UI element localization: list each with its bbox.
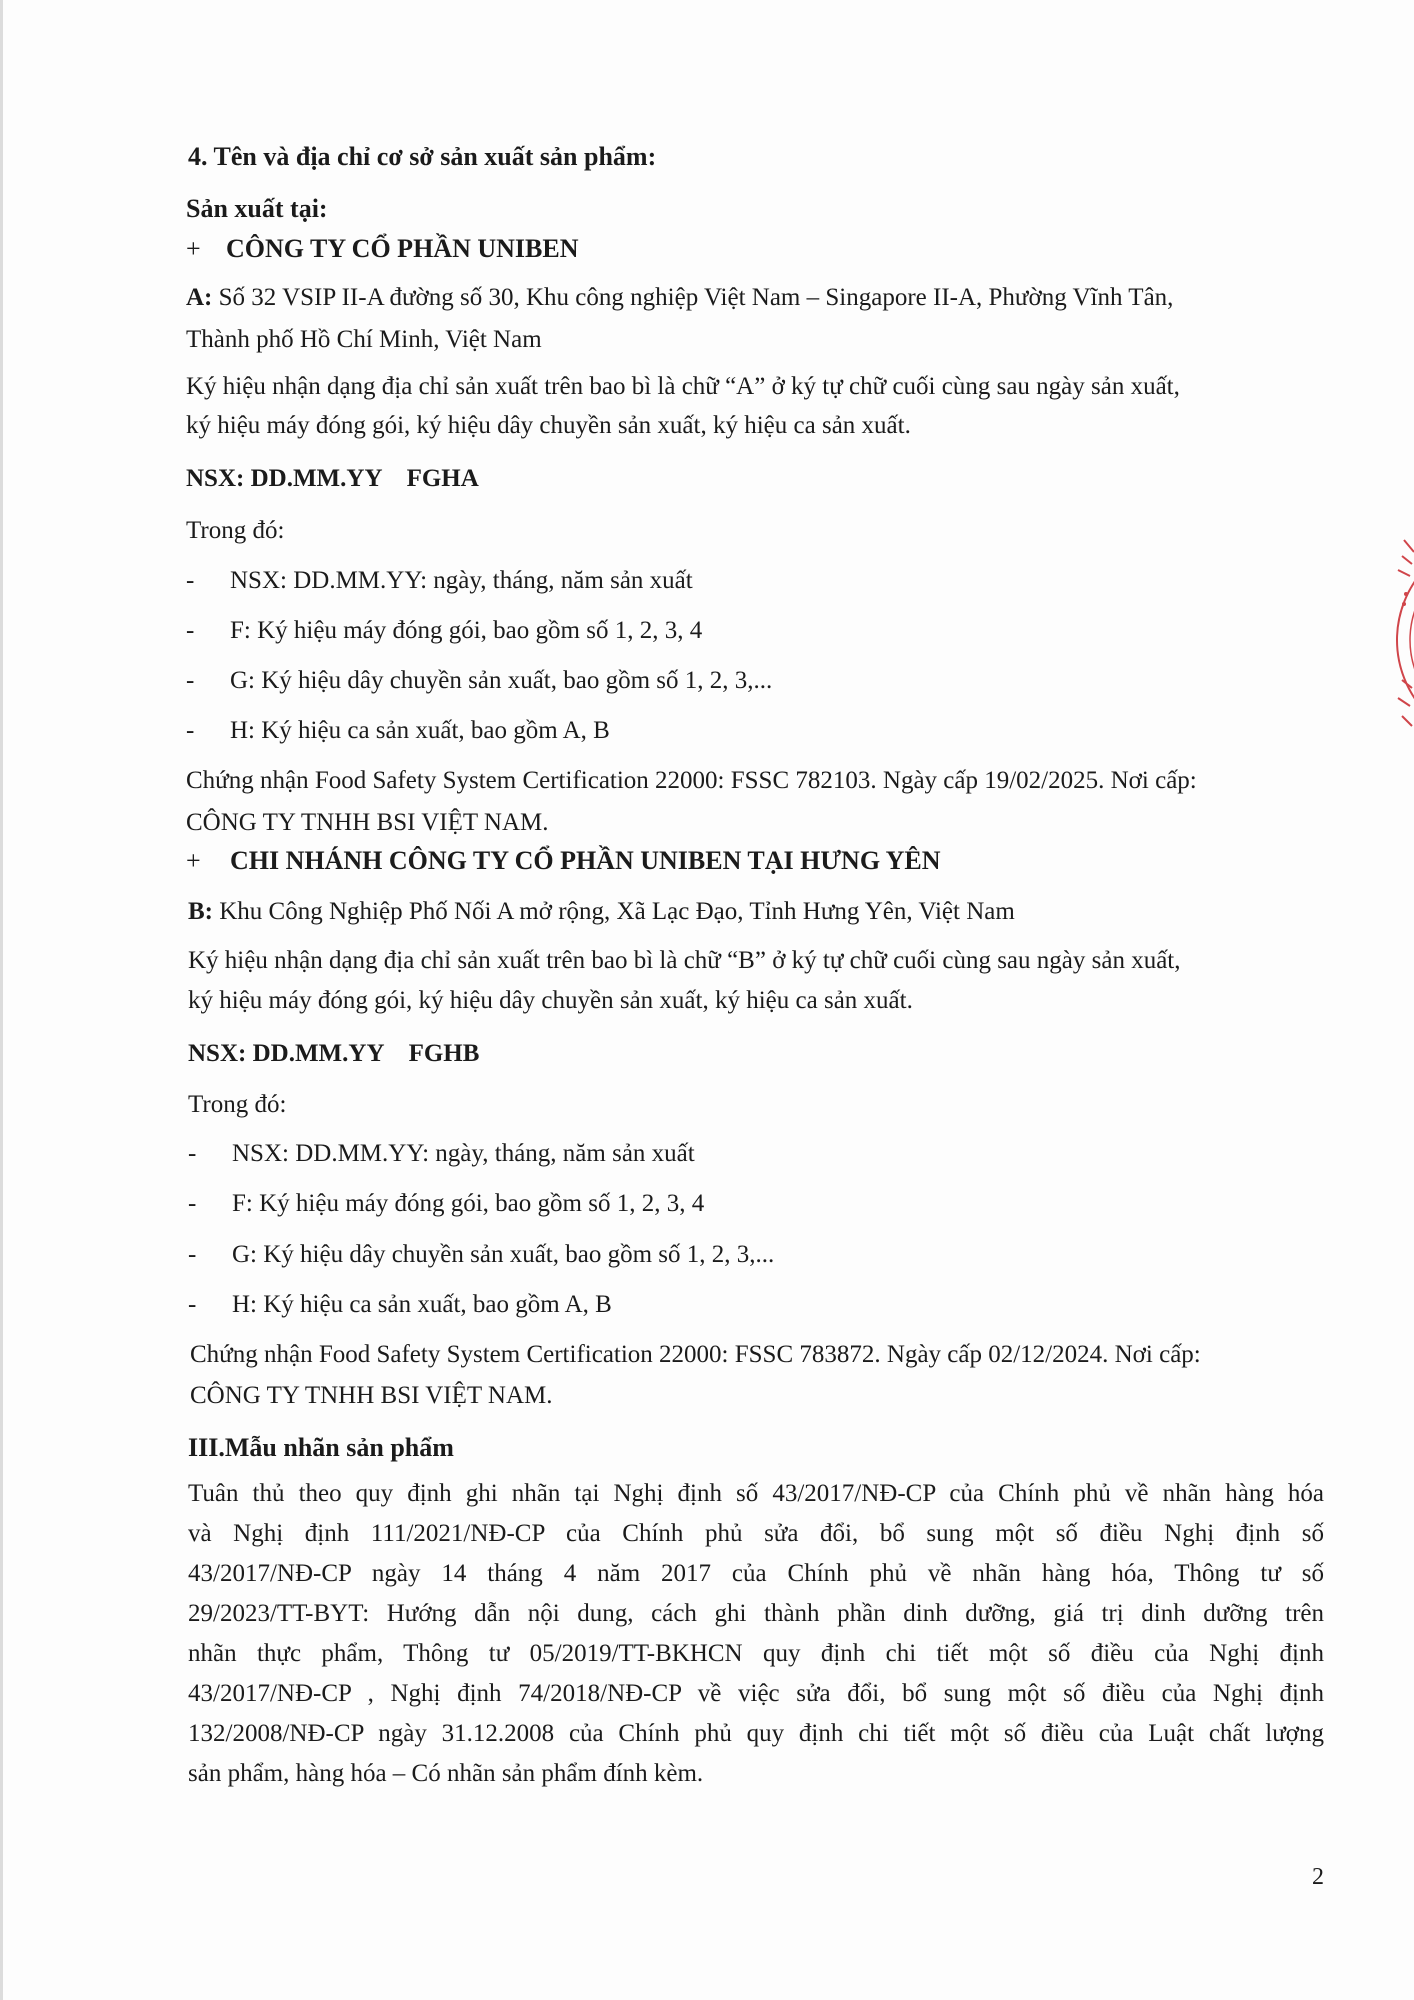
factory-b-certification-cont: CÔNG TY TNHH BSI VIỆT NAM.	[190, 1382, 553, 1409]
factory-a-heading	[186, 236, 578, 262]
paragraph-line: sản phẩm, hàng hóa – Có nhãn sản phẩm đính kèm.	[188, 1760, 704, 1787]
paragraph-line: 43/2017/NĐ-CP ngày 14 tháng 4 năm 2017 của Chính phủ về nhãn hàng hóa, Thông tư số	[188, 1560, 1324, 1587]
factory-a-certification: Chứng nhận Food Safety System Certification 22000: FSSC 782103. Ngày cấp 19/02/2025. Nơi cấp:	[186, 767, 1197, 794]
dash-marker: -	[186, 567, 195, 594]
list-item-text: NSX: DD.MM.YY: ngày, tháng, năm sản xuất	[230, 567, 693, 594]
paragraph-line: nhãn thực phẩm, Thông tư 05/2019/TT-BKHCN quy định chi tiết một số điều của Nghị định	[188, 1640, 1324, 1667]
factory-b-code: NSX: DD.MM.YY FGHB	[188, 1040, 480, 1067]
address-label: B:	[188, 898, 213, 925]
stamp-seal-icon	[1384, 530, 1414, 750]
factory-a-symbol-text: Ký hiệu nhận dạng địa chỉ sản xuất trên bao bì là chữ “A” ở ký tự chữ cuối cùng sau ngày sản xuất,	[186, 373, 1180, 400]
factory-b-certification: Chứng nhận Food Safety System Certification 22000: FSSC 783872. Ngày cấp 02/12/2024. Nơi cấp:	[190, 1341, 1201, 1368]
dash-marker: -	[188, 1291, 197, 1318]
list-item-text: G: Ký hiệu dây chuyền sản xuất, bao gồm số 1, 2, 3,...	[232, 1241, 775, 1268]
list-item-text: F: Ký hiệu máy đóng gói, bao gồm số 1, 2, 3, 4	[232, 1190, 705, 1217]
list-item	[188, 1242, 774, 1267]
dash-marker: -	[188, 1190, 197, 1217]
factory-a-address-cont: Thành phố Hồ Chí Minh, Việt Nam	[186, 326, 542, 353]
list-item	[186, 568, 693, 593]
factory-b-address	[188, 899, 1015, 924]
address-label: A:	[186, 284, 213, 311]
factory-b-heading	[186, 848, 940, 874]
page-number: 2	[1312, 1864, 1324, 1890]
factory-a-symbol-text-cont: ký hiệu máy đóng gói, ký hiệu dây chuyền sản xuất, ký hiệu ca sản xuất.	[186, 412, 911, 439]
section-heading: III.Mẫu nhãn sản phẩm	[188, 1433, 454, 1462]
section-heading: 4. Tên và địa chỉ cơ sở sản xuất sản phẩm:	[188, 142, 657, 171]
factory-a-name: CÔNG TY CỔ PHẦN UNIBEN	[226, 234, 579, 263]
factory-a-where: Trong đó:	[186, 517, 285, 544]
paragraph-line: 132/2008/NĐ-CP ngày 31.12.2008 của Chính phủ quy định chi tiết một số điều của Luật chất lượng	[188, 1720, 1324, 1747]
dash-marker: -	[186, 667, 195, 694]
page-edge	[0, 0, 3, 2000]
produced-at-label: Sản xuất tại:	[186, 194, 328, 223]
dash-marker: -	[186, 617, 195, 644]
list-item-text: H: Ký hiệu ca sản xuất, bao gồm A, B	[232, 1291, 612, 1318]
address-text: Khu Công Nghiệp Phố Nối A mở rộng, Xã Lạc Đạo, Tỉnh Hưng Yên, Việt Nam	[213, 898, 1015, 925]
factory-a-address	[186, 285, 1173, 310]
paragraph-line: Tuân thủ theo quy định ghi nhãn tại Nghị định số 43/2017/NĐ-CP của Chính phủ về nhãn hàng hóa	[188, 1480, 1324, 1507]
paragraph-line: và Nghị định 111/2021/NĐ-CP của Chính phủ sửa đổi, bổ sung một số điều Nghị định số	[188, 1520, 1324, 1547]
list-item	[186, 618, 702, 643]
factory-a-code: NSX: DD.MM.YY FGHA	[186, 465, 479, 492]
list-item-text: F: Ký hiệu máy đóng gói, bao gồm số 1, 2, 3, 4	[230, 617, 703, 644]
factory-b-symbol-text: Ký hiệu nhận dạng địa chỉ sản xuất trên bao bì là chữ “B” ở ký tự chữ cuối cùng sau ngày sản xuất,	[188, 947, 1181, 974]
plus-marker: +	[186, 846, 201, 875]
paragraph-line: 43/2017/NĐ-CP , Nghị định 74/2018/NĐ-CP về việc sửa đổi, bổ sung một số điều của Nghị định	[188, 1680, 1324, 1707]
factory-a-certification-cont: CÔNG TY TNHH BSI VIỆT NAM.	[186, 809, 549, 836]
factory-b-symbol-text-cont: ký hiệu máy đóng gói, ký hiệu dây chuyền sản xuất, ký hiệu ca sản xuất.	[188, 987, 913, 1014]
list-item	[188, 1141, 695, 1166]
list-item	[186, 668, 772, 693]
factory-b-name: CHI NHÁNH CÔNG TY CỔ PHẦN UNIBEN TẠI HƯNG YÊN	[230, 846, 941, 875]
dash-marker: -	[188, 1140, 197, 1167]
paragraph-line: 29/2023/TT-BYT: Hướng dẫn nội dung, cách ghi thành phần dinh dưỡng, giá trị dinh dưỡng trên	[188, 1600, 1324, 1627]
list-item-text: H: Ký hiệu ca sản xuất, bao gồm A, B	[230, 717, 610, 744]
dash-marker: -	[188, 1241, 197, 1268]
address-text: Số 32 VSIP II-A đường số 30, Khu công nghiệp Việt Nam – Singapore II-A, Phường Vĩnh Tân,	[212, 284, 1174, 311]
list-item	[188, 1292, 612, 1317]
list-item	[186, 718, 610, 743]
list-item-text: G: Ký hiệu dây chuyền sản xuất, bao gồm số 1, 2, 3,...	[230, 667, 773, 694]
list-item	[188, 1191, 704, 1216]
dash-marker: -	[186, 717, 195, 744]
list-item-text: NSX: DD.MM.YY: ngày, tháng, năm sản xuất	[232, 1140, 695, 1167]
plus-marker: +	[186, 234, 201, 263]
factory-b-where: Trong đó:	[188, 1091, 287, 1118]
